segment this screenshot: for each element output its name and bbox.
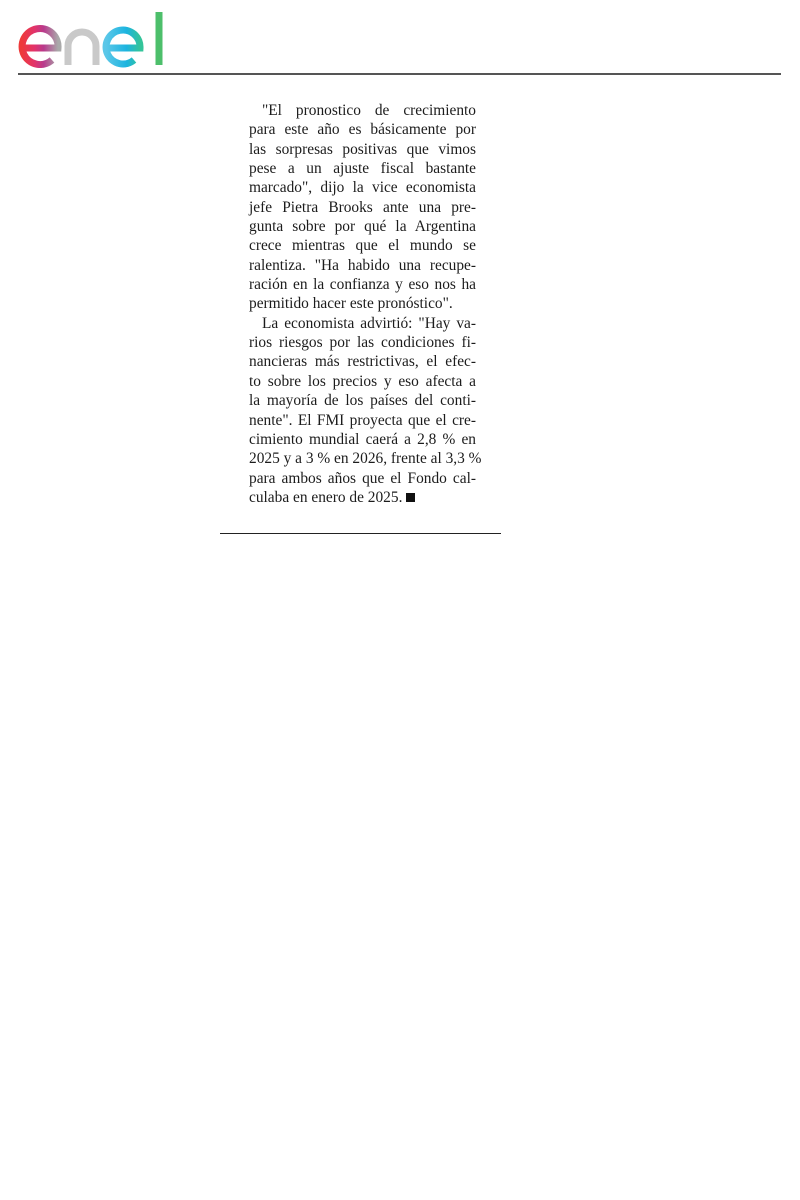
header-divider <box>18 73 781 75</box>
article-line: ración en la confianza y eso nos ha <box>249 276 476 294</box>
article-line: jefe Pietra Brooks ante una pre- <box>249 198 476 216</box>
article-line: marcado", dijo la vice economista <box>249 179 476 197</box>
article-line: "El pronostico de crecimiento <box>262 102 476 119</box>
article-line: nancieras más restrictivas, el efec- <box>249 353 476 371</box>
article-line: para ambos años que el Fondo cal- <box>249 469 476 487</box>
article-line: to sobre los precios y eso afecta a <box>249 372 476 390</box>
article-line: la mayoría de los países del conti- <box>249 392 476 410</box>
article-line: ralentiza. "Ha habido una recupe- <box>249 256 476 274</box>
article-last-line <box>249 488 476 507</box>
enel-logo <box>18 10 170 68</box>
news-clipping <box>220 96 501 516</box>
article-line: nente". El FMI proyecta que el cre- <box>249 411 476 429</box>
article-line: gunta sobre por qué la Argentina <box>249 218 476 236</box>
clipping-bottom-rule <box>220 533 501 534</box>
article-body <box>249 101 482 507</box>
article-line: para este año es básicamente por <box>249 121 476 139</box>
article-line: culaba en enero de 2025. <box>249 488 403 506</box>
article-line: cimiento mundial caerá a 2,8 % en <box>249 430 476 448</box>
article-line: La economista advirtió: "Hay va- <box>262 314 476 332</box>
article-line: permitido hacer este pronóstico". <box>249 295 453 313</box>
end-of-article-square-icon <box>406 493 415 502</box>
article-line: rios riesgos por las condiciones fi- <box>249 334 476 352</box>
article-line: 2025 y a 3 % en 2026, frente al 3,3 % <box>249 450 482 468</box>
article-line: pese a un ajuste fiscal bastante <box>249 160 476 178</box>
article-line: crece mientras que el mundo se <box>249 237 476 255</box>
article-line: las sorpresas positivas que vimos <box>249 140 476 158</box>
